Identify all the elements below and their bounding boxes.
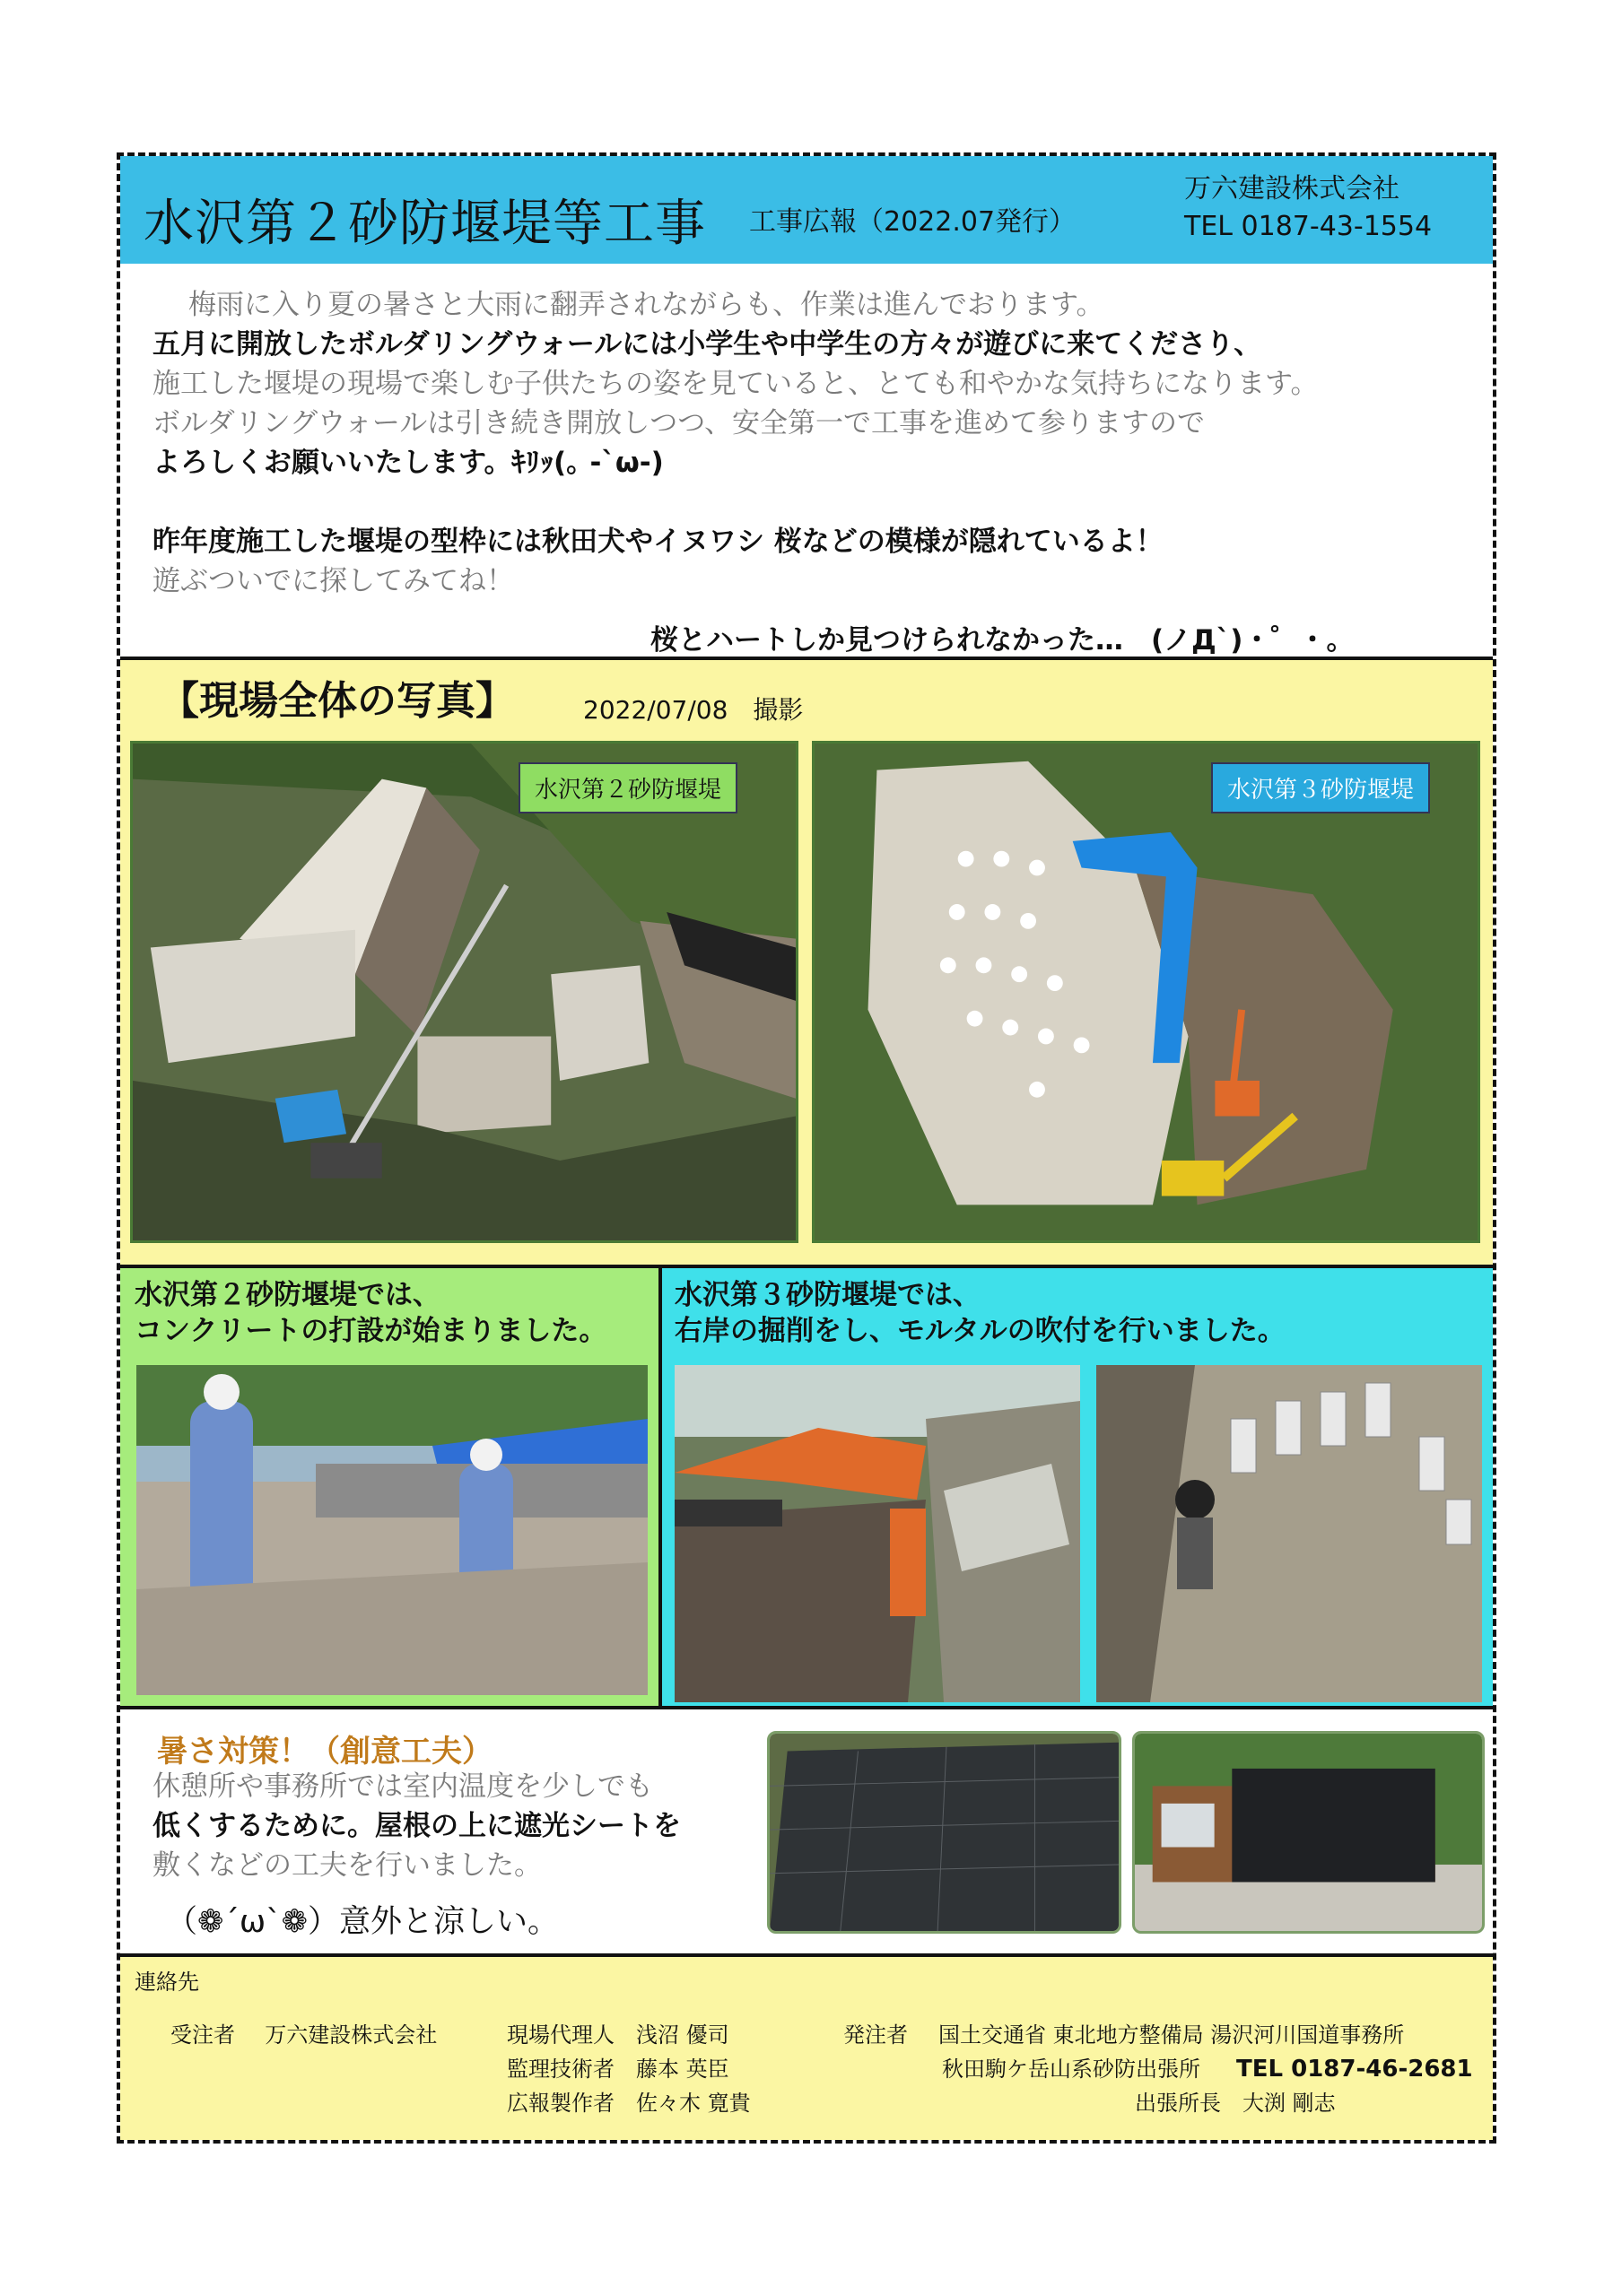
staff-label: 監理技術者 [507, 2057, 615, 2082]
staff-label: 広報製作者 [507, 2091, 615, 2116]
contact-heading: 連絡先 [135, 1970, 199, 1995]
staff-name: 藤本 英臣 [636, 2057, 729, 2082]
client-chief: 出張所長 大渕 剛志 [1135, 2091, 1336, 2116]
heat-line: 低くするために。屋根の上に遮光シートを [153, 1810, 681, 1842]
photo-prefab-office [1132, 1731, 1485, 1934]
client-tel: TEL 0187-46-2681 [1236, 2056, 1473, 2083]
client-block [843, 2018, 1473, 2120]
caption-line: コンクリートの打設が始まりました。 [135, 1315, 607, 1347]
contractor-block [170, 2018, 437, 2052]
company-tel: TEL 0187-43-1554 [1184, 211, 1433, 242]
dam-3-caption [675, 1277, 1286, 1349]
intro-line: 施工した堰堤の現場で楽しむ子供たちの姿を見ていると、とても和やかな気持ちになります。 [153, 368, 1319, 400]
contractor-label: 受注者 [170, 2022, 235, 2048]
intro-note: 桜とハートしか見つけられなかった… (ノД`)・゜・。 [650, 624, 1355, 657]
dam-2-caption [135, 1277, 606, 1349]
photo-dam-2-aerial [130, 741, 798, 1243]
issue-label: 工事広報（2022.07発行） [749, 206, 1077, 238]
photo-excavation [675, 1365, 1080, 1702]
overview-title: 【現場全体の写真】 [160, 678, 515, 724]
intro-text [153, 285, 1480, 601]
tag-dam-2: 水沢第２砂防堰堤 [519, 762, 737, 813]
heat-title: 暑さ対策！（創意工夫） [157, 1734, 493, 1770]
company-block [1184, 170, 1432, 246]
divider [120, 1706, 1493, 1709]
intro-line: よろしくお願いいたします。ｷﾘｯ(｡ -`ω-) [153, 447, 664, 479]
intro-line: ボルダリングウォールは引き続き開放しつつ、安全第一で工事を進めて参りますので [153, 407, 1206, 439]
tag-dam-3: 水沢第３砂防堰堤 [1211, 762, 1430, 813]
staff-name: 佐々木 寛貴 [636, 2091, 751, 2116]
photo-concrete-pouring [136, 1365, 648, 1695]
page-title: 水沢第２砂防堰堤等工事 [144, 195, 706, 253]
divider [658, 1268, 662, 1706]
caption-line: 水沢第３砂防堰堤では、 [675, 1279, 981, 1311]
photo-mortar-spraying [1096, 1365, 1482, 1702]
caption-line: 右岸の掘削をし、モルタルの吹付を行いました。 [675, 1315, 1286, 1347]
heat-line: 敷くなどの工夫を行いました。 [153, 1849, 542, 1882]
staff-block [507, 2018, 751, 2120]
heat-line: 休憩所や事務所では室内温度を少しでも [153, 1770, 653, 1803]
caption-line: 水沢第２砂防堰堤では、 [135, 1279, 440, 1311]
intro-line: 遊ぶついでに探してみてね！ [153, 565, 514, 597]
staff-name: 浅沼 優司 [636, 2022, 729, 2048]
divider [120, 1265, 1493, 1268]
client-office: 国土交通省 東北地方整備局 湯沢河川国道事務所 [938, 2022, 1405, 2048]
contractor-name: 万六建設株式会社 [265, 2022, 438, 2048]
client-label: 発注者 [843, 2022, 908, 2048]
heat-comment: （❁´ω`❁）意外と涼しい。 [166, 1904, 559, 1940]
staff-label: 現場代理人 [507, 2022, 615, 2048]
client-branch: 秋田駒ケ岳山系砂防出張所 [942, 2057, 1200, 2082]
intro-line: 梅雨に入り夏の暑さと大雨に翻弄されながらも、作業は進んでおります。 [188, 289, 1104, 321]
company-name: 万六建設株式会社 [1184, 173, 1399, 204]
heat-text [153, 1767, 681, 1885]
overview-date: 2022/07/08 撮影 [583, 695, 804, 725]
photo-dam-3-aerial [812, 741, 1480, 1243]
intro-line: 五月に開放したボルダリングウォールには小学生や中学生の方々が遊びに来てくださり、 [153, 328, 1262, 361]
intro-line: 昨年度施工した堰堤の型枠には秋田犬やイヌワシ 桜などの模様が隠れているよ！ [153, 526, 1164, 558]
photo-shade-sheet [767, 1731, 1121, 1934]
